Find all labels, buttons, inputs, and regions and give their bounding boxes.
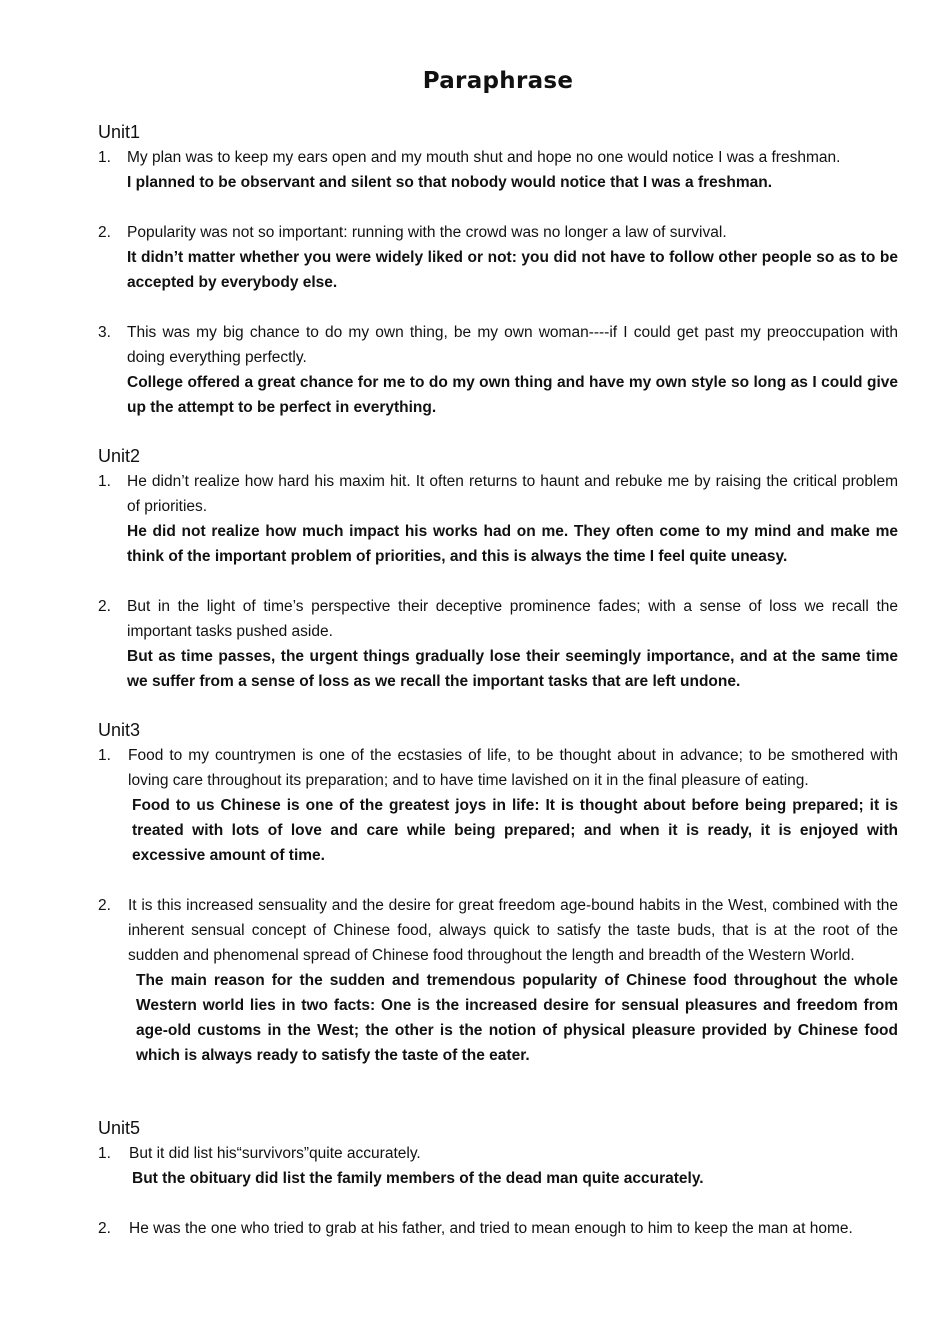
unit-heading: Unit1 [98, 122, 141, 142]
list-item [98, 1216, 898, 1241]
original-sentence: He didn’t realize how hard his maxim hit. It often returns to haunt and rebuke me by raising the critical problem of priorities. [127, 473, 898, 515]
list-item [98, 145, 898, 195]
list-item [98, 469, 898, 569]
list-item [98, 743, 898, 868]
item-number: 3. [98, 324, 111, 341]
original-sentence: This was my big chance to do my own thing, be my own woman----if I could get past my preoccupation with doing everything perfectly. [127, 324, 898, 366]
list-item [98, 893, 898, 1068]
unit-heading: Unit2 [98, 446, 141, 466]
unit-heading: Unit3 [98, 720, 141, 740]
unit-section-2 [98, 444, 898, 694]
unit-section-5 [98, 1116, 898, 1241]
paraphrase-sentence: I planned to be observant and silent so that nobody would notice that I was a freshman. [127, 174, 773, 191]
original-sentence: My plan was to keep my ears open and my mouth shut and hope no one would notice I was a freshman. [127, 149, 841, 166]
page-title: Paraphrase [422, 68, 574, 94]
unit-section-1 [98, 120, 898, 420]
original-sentence: It is this increased sensuality and the desire for great freedom age-bound habits in the West, combined with the inherent sensual concept of Chinese food, always quick to satisfy the taste buds, that is at the root of the sudden and phenomenal spread of Chinese food throughout the length and breadth of the Western World. [128, 897, 898, 964]
item-number: 1. [98, 1145, 111, 1162]
item-number: 1. [98, 149, 111, 166]
item-number: 1. [98, 747, 111, 764]
list-item [98, 320, 898, 420]
paraphrase-sentence: The main reason for the sudden and tremendous popularity of Chinese food throughout the whole Western world lies in two facts: One is the increased desire for sensual pleasures and freedom from age-old customs in the West; the other is the notion of physical pleasure provided by Chinese food which is always ready to satisfy the taste of the eater. [136, 972, 898, 1064]
unit-heading: Unit5 [98, 1118, 141, 1138]
item-number: 2. [98, 598, 111, 615]
original-sentence: But it did list his“survivors”quite accurately. [129, 1145, 421, 1162]
paraphrase-sentence: He did not realize how much impact his works had on me. They often come to my mind and make me think of the important problem of priorities, and this is always the time I feel quite uneasy. [127, 523, 898, 565]
paraphrase-sentence: College offered a great chance for me to do my own thing and have my own style so long as I could give up the attempt to be perfect in everything. [127, 374, 898, 416]
item-number: 1. [98, 473, 111, 490]
item-number: 2. [98, 224, 111, 241]
paraphrase-sentence: But the obituary did list the family members of the dead man quite accurately. [132, 1170, 704, 1187]
paraphrase-sentence: It didn’t matter whether you were widely liked or not: you did not have to follow other people so as to be accepted by everybody else. [127, 249, 898, 291]
list-item [98, 1141, 898, 1191]
list-item [98, 220, 898, 295]
paraphrase-sentence: But as time passes, the urgent things gradually lose their seemingly importance, and at the same time we suffer from a sense of loss as we recall the important tasks that are left undone. [127, 648, 898, 690]
item-number: 2. [98, 1220, 111, 1237]
original-sentence: Food to my countrymen is one of the ecstasies of life, to be thought about in advance; to be smothered with loving care throughout its preparation; and to have time lavished on it in the final pleasure of eating. [128, 747, 898, 789]
paraphrase-sentence: Food to us Chinese is one of the greatest joys in life: It is thought about before being prepared; it is treated with lots of love and care while being prepared; and when it is ready, it is enjoyed with excessive amount of time. [132, 797, 898, 864]
item-number: 2. [98, 897, 111, 914]
unit-section-3 [98, 718, 898, 1068]
original-sentence: He was the one who tried to grab at his father, and tried to mean enough to him to keep the man at home. [129, 1220, 853, 1237]
original-sentence: Popularity was not so important: running with the crowd was no longer a law of survival. [127, 224, 727, 241]
original-sentence: But in the light of time’s perspective their deceptive prominence fades; with a sense of loss we recall the important tasks pushed aside. [127, 598, 898, 640]
list-item [98, 594, 898, 694]
